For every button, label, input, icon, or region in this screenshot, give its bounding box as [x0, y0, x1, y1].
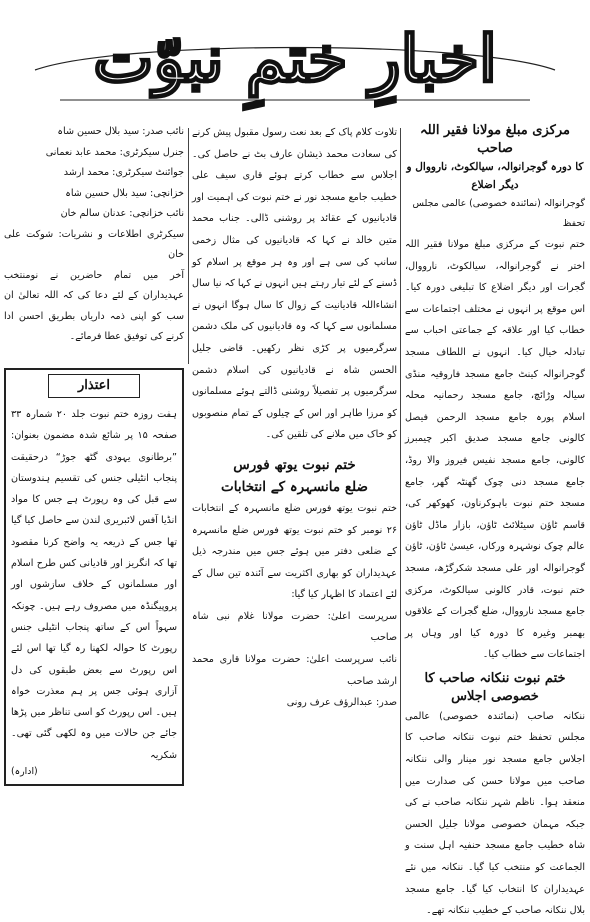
officer-line: نائب خزانچی: عدنان سالم خان: [60, 208, 184, 219]
dateline: گوجرانوالہ (نمائندہ خصوصی) عالمی مجلس تحفظ: [412, 198, 585, 229]
officer-line: جنرل سیکرٹری: محمد عابد نعمانی: [45, 146, 184, 158]
officer-line: خزانچی: سید بلال حسین شاہ: [65, 187, 184, 199]
article-heading: ختم نبوت یوتھ فورس: [233, 456, 356, 473]
column-divider: [400, 128, 401, 788]
article-heading: مرکزی مبلغ مولانا فقیر اللہ صاحب: [420, 123, 570, 156]
article-body: ختم نبوت کے مرکزی مبلغ مولانا فقیر اللہ اختر نے گوجرانوالہ، سیالکوٹ، نارووال، گجرات اور دیگر اضلاع کا تبلیغی دورہ کیا۔ اس موقع پر انہوں نے مختلف اجتماعات سے خطاب کیا اور علاقہ کے جماعتی احباب سے تبادلہ خیال کیا۔ انہوں نے اللطاف مسجد گوجرانوالہ کینٹ جامع مسجد فاروقیہ منڈی سیالہ وڑائچ، جامع مسجد رحمانیہ محلہ اسلام پورہ جامع مسجد الرحمن فیصل کالونی جامع مسجد صدیق اکبر چیمبرز کالونی، جامع مسجد نفیس فیروز والا روڈ، جامع مسجد دنی چوک گھنٹہ گھر، جامع مسجد ختم نبوت باہوکرناون، کھوکھر کی، قاسم ٹاؤن سیٹلائٹ ٹاؤن، بازار ماڈل ٹاؤن عالم چوک نوشہرہ ورکاں، عیسیٰ ٹاؤن، ٹاؤن گوجرانوالہ اور علی مسجد شکرگڑھ، مسجد ختم نبوت، قادر کالونی سیالکوٹ، مرکزی جامع مسجد نارووال، ضلع گجرات کے علاقوں بھمبر وغیرہ کا دورہ کیا اور وہاں پر اجتماعات سے خطاب کیا۔: [405, 239, 585, 661]
column-left: [4, 122, 184, 348]
officer-line: صدر: عبدالرؤف عرف رونی: [286, 697, 397, 709]
closing-paragraph: آخر میں تمام حاضرین نے نومنتخب عہدیداران کے لئے دعا کی کہ اللہ تعالیٰ ان سب کو اپنی ذمہ داریاں بطریق احسن ادا کرنے کی توفیق عطا فرمائے۔: [4, 269, 184, 342]
masthead: [0, 0, 590, 118]
signature: (ادارہ): [11, 766, 38, 778]
officer-line: سیکرٹری اطلاعات و نشریات: شوکت علی خان: [4, 228, 184, 260]
column-right: [405, 122, 585, 922]
article-subheading: ضلع مانسہرہ کے انتخابات: [221, 478, 368, 495]
column-divider: [188, 128, 189, 364]
apology-box: [4, 368, 184, 786]
masthead-title: اخبارِ ختمِ نبوّت: [93, 22, 497, 97]
column-middle: [192, 122, 397, 714]
officer-line: نائب صدر: سید بلال حسین شاہ: [57, 126, 184, 137]
article-body: تلاوت کلام پاک کے بعد نعت رسول مقبول پیش کرنے کی سعادت محمد ذیشان عارف بٹ نے حاصل کی۔ اجلاس سے خطاب کرتے ہوئے قاری سیف علی خطیب جامع مسجد نور نے ختم نبوت کی اہمیت اور قادیانیوں کے عقائد پر روشنی ڈالی۔ جناب محمد متین خالد نے کہا کہ قادیانیوں کی مثال زخمی سانپ کی سی ہے اور وہ ہر موقع پر اسلام کو ڈسنے کے لئے تیار رہتے ہیں انہوں نے کہا کہ نیا سال انشاءاللہ قادیانیت کے زوال کا سال ہوگا انہوں نے مسلمانوں سے کہا کہ وہ قادیانیوں کی ملک دشمن سرگرمیوں پر کڑی نظر رکھیں۔ قاضی جلیل الحسن شاہ نے قادیانیوں کی اسلام دشمن سرگرمیوں پر تفصیلاً روشنی ڈالتے ہوئے مسلمانوں کو مرزا طاہر اور اس کے چیلوں کے تمام منصوبوں کو خاک میں ملانے کی تلقین کی۔: [192, 127, 397, 441]
officer-line: جوائنٹ سیکرٹری: محمد ارشد: [63, 167, 184, 178]
officer-line: سرپرست اعلیٰ: حضرت مولانا غلام نبی شاہ صاحب: [192, 610, 397, 644]
article-body-2: ختم نبوت یوتھ فورس ضلع مانسہرہ کے انتخابات ۲۶ نومبر کو ختم نبوت یوتھ فورس ضلع مانسہرہ کے ضلعی دفتر میں ہوئے جس میں مندرجہ ذیل عہدیداران کو بھاری اکثریت سے آئندہ تین سال کے لئے اعتماد کا اظہار کیا گیا:: [192, 502, 397, 601]
article-subheading: کا دورہ گوجرانوالہ، سیالکوٹ، نارووال و دیگر اضلاع: [406, 161, 584, 191]
article-heading-2: ختم نبوت ننکانہ صاحب کا خصوصی اجلاس: [424, 670, 566, 704]
officer-line: نائب سرپرست اعلیٰ: حضرت مولانا قاری محمد ارشد صاحب: [192, 654, 397, 687]
apology-body: ہفت روزہ ختم نبوت جلد ۲۰ شمارہ ۳۳ صفحہ ۱۵ پر شائع شدہ مضمون بعنوان: ”برطانوی یہودی گٹھ جوڑ“ درحقیقت پنجاب انٹیلی جنس کی تقسیم ہندوستان سے قبل کی وہ رپورٹ ہے جس کا مواد انڈیا آفس لائبریری لندن سے حاصل کیا گیا تھا جس کے ذریعہ یہ واضح کرنا مقصود تھا کہ انگریز اور قادیانی کس طرح اسلام اور مسلمانوں کے خلاف سازشوں اور پروپیگنڈہ میں مصروف رہے ہیں۔ چونکہ سہواً اس کے ساتھ پنجاب انٹیلی جنس رپورٹ کا حوالہ لکھنا رہ گیا تھا اس لئے اس رپورٹ سے بعض طبقوں کی دل آزاری ہوئی جس پر ہم معذرت خواہ ہیں۔ اس رپورٹ کو اسی تناظر میں پڑھا جائے جن حالات میں وہ لکھی گئی تھی۔ شکریہ: [11, 409, 177, 761]
apology-title: اعتذار: [48, 374, 140, 398]
article-body-2: ننکانہ صاحب (نمائندہ خصوصی) عالمی مجلس تحفظ ختم نبوت ننکانہ صاحب کا اجلاس جامع مسجد نور مینار والی ننکانہ صاحب میں مولانا حسن کی صدارت میں منعقد ہوا۔ ناظم شہر ننکانہ صاحب نے کی جبکہ مہمان خصوصی مولانا جلیل الحسن شاہ خطیب جامع مسجد حنفیہ اہل سنت و الجماعت کو منتخب کیا گیا۔ ننکانہ میں نئے عہدیداران کا انتخاب کیا گیا۔ جامع مسجد بلال ننکانہ صاحب کے خطیب ننکانہ تھے۔: [405, 710, 585, 917]
